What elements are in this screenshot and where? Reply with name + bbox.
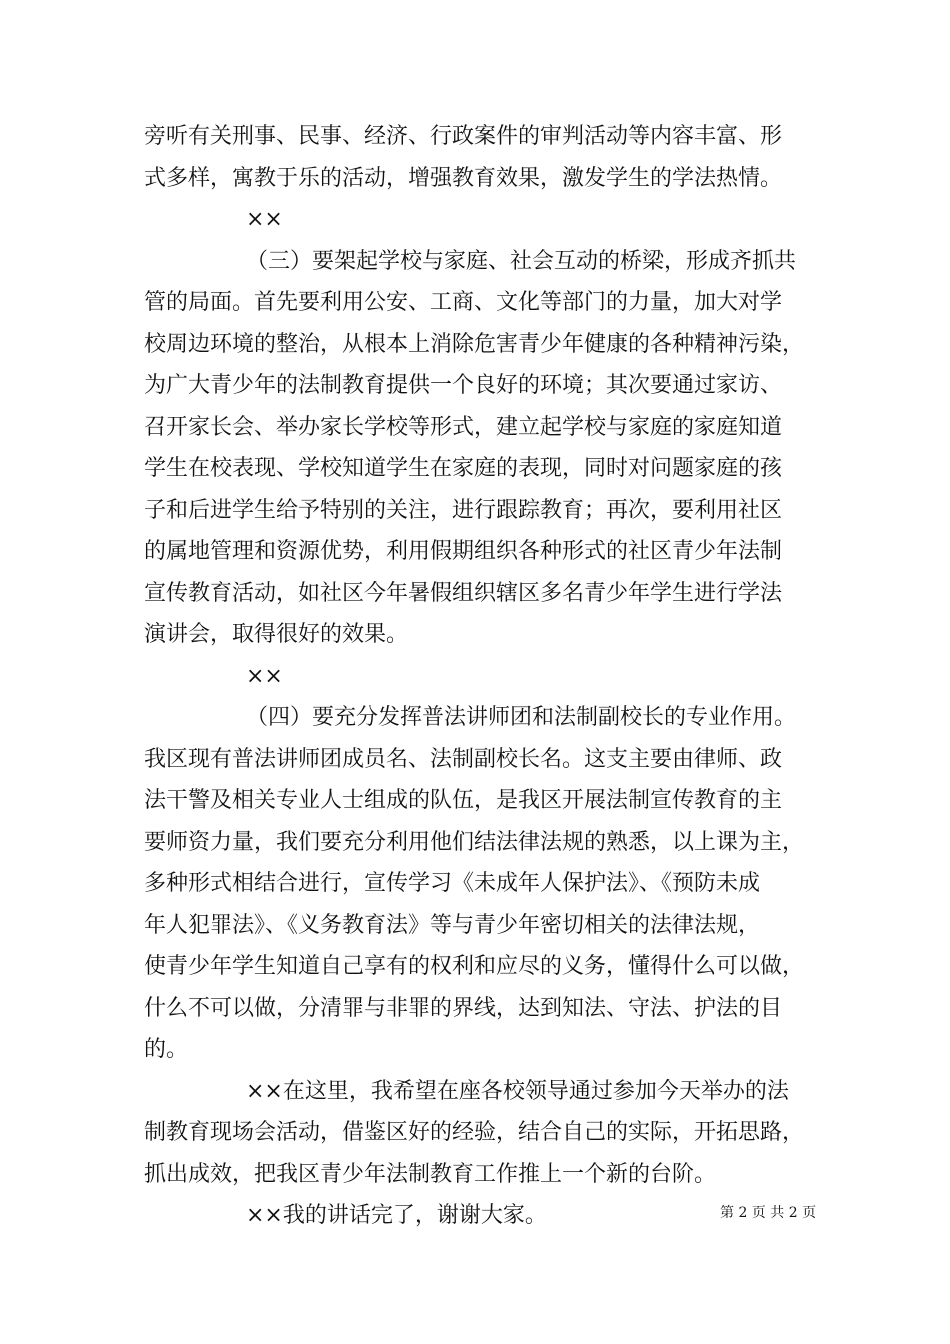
section-heading-four: （四）要充分发挥普法讲师团和法制副校长的专业作用。 <box>246 705 797 730</box>
body-line: 使青少年学生知道自己享有的权利和应尽的义务，懂得什么可以做， <box>144 954 805 979</box>
body-line: 演讲会，取得很好的效果。 <box>144 622 409 647</box>
body-line: ×× <box>246 663 283 689</box>
body-line: 我区现有普法讲师团成员名、法制副校长名。这支主要由律师、政 <box>144 746 783 772</box>
body-line: 旁听有关刑事、民事、经济、行政案件的审判活动等内容丰富、形 <box>144 124 783 149</box>
section-heading-three: （三）要架起学校与家庭、社会互动的桥梁，形成齐抓共 <box>246 248 797 274</box>
body-line: 的属地管理和资源优势，利用假期组织各种形式的社区青少年法制 <box>144 539 783 564</box>
body-line: 的。 <box>144 1037 189 1062</box>
body-line: 抓出成效，把我区青少年法制教育工作推上一个新的台阶。 <box>144 1161 717 1187</box>
body-line: 校周边环境的整治，从根本上消除危害青少年健康的各种精神污染， <box>144 331 805 357</box>
document-body <box>144 116 834 1237</box>
body-line: 召开家长会、举办家长学校等形式，建立起学校与家庭的家庭知道 <box>144 414 783 440</box>
body-line: 法干警及相关专业人士组成的队伍，是我区开展法制宣传教育的主 <box>144 788 783 813</box>
body-line: ×× <box>246 207 283 232</box>
body-line: 年人犯罪法》、《义务教育法》等与青少年密切相关的法律法规， <box>144 912 761 938</box>
body-line: ××在这里，我希望在座各校领导通过参加今天举办的法 <box>246 1078 789 1104</box>
body-line: 学生在校表现、学校知道学生在家庭的表现，同时对问题家庭的孩 <box>144 456 783 481</box>
body-line: 宣传教育活动，如社区今年暑假组织辖区多名青少年学生进行学法 <box>144 580 783 606</box>
body-line: 多种形式相结合进行，宣传学习《未成年人保护法》、《预防未成 <box>144 871 761 896</box>
page-number-footer: 第 2 页 共 2 页 <box>720 1205 817 1221</box>
body-line: 管的局面。首先要利用公安、工商、文化等部门的力量，加大对学 <box>144 290 783 315</box>
body-line: 制教育现场会活动，借鉴区好的经验，结合自己的实际，开拓思路， <box>144 1120 805 1145</box>
body-line: 什么不可以做，分清罪与非罪的界线，达到知法、守法、护法的目 <box>144 995 783 1021</box>
body-line: 式多样，寓教于乐的活动，增强教育效果，激发学生的学法热情。 <box>144 165 783 191</box>
closing-line: ××我的讲话完了，谢谢大家。 <box>246 1203 547 1228</box>
body-line: 要师资力量，我们要充分利用他们结法律法规的熟悉，以上课为主， <box>144 829 805 855</box>
body-line: 为广大青少年的法制教育提供一个良好的环境；其次要通过家访、 <box>144 373 783 398</box>
body-line: 子和后进学生给予特别的关注，进行跟踪教育；再次，要利用社区 <box>144 497 783 523</box>
